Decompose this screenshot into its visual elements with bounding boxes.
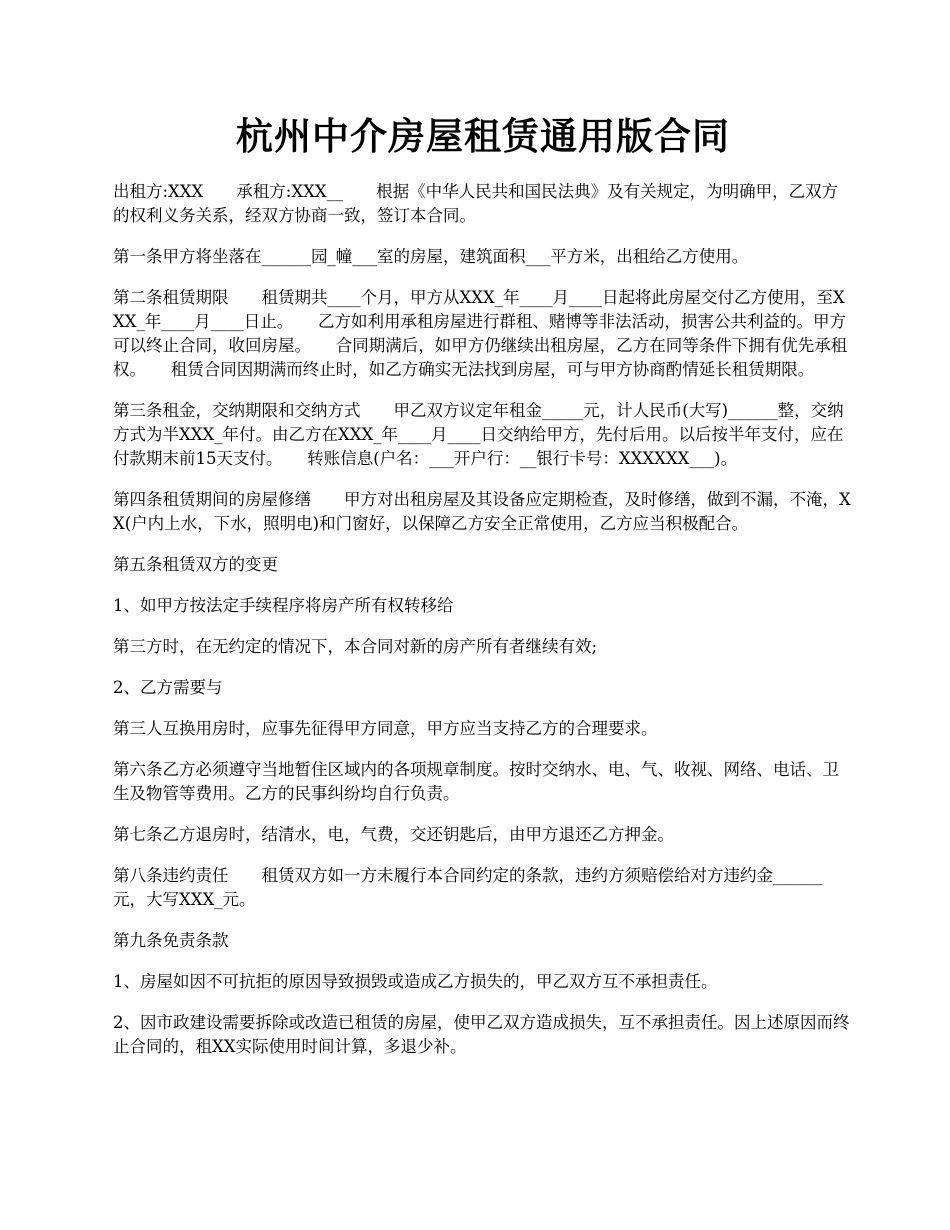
paragraph-article-9-item-2: 2、因市政建设需要拆除或改造已租赁的房屋，使甲乙双方造成损失，互不承担责任。因上述原因而终止合同的，租XX实际使用时间计算，多退少补。: [113, 1013, 850, 1056]
paragraph-parties: 出租方:XXX 承租方:XXX__ 根据《中华人民共和国民法典》及有关规定，为明确甲，乙双方的权利义务关系，经双方协商一致，签订本合同。: [113, 182, 839, 225]
paragraph-article-7: 第七条乙方退房时，结清水，电，气费，交还钥匙后，由甲方退还乙方押金。: [113, 825, 674, 844]
paragraph-article-5-heading: 第五条租赁双方的变更: [113, 555, 278, 574]
document-page: [113, 106, 853, 1076]
paragraph-article-4: 第四条租赁期间的房屋修缮 甲方对出租房屋及其设备应定期检查，及时修缮，做到不漏，不淹，XX(户内上水，下水，照明电)和门窗好，以保障乙方安全正常使用，乙方应当积极配合。: [113, 490, 851, 533]
paragraph-article-8: 第八条违约责任 租赁双方如一方未履行本合同约定的条款，违约方须赔偿给对方违约金______元，大写XXX_元。: [113, 866, 823, 909]
paragraph-article-1: 第一条甲方将坐落在______园_幢___室的房屋，建筑面积___平方米，出租给乙方使用。: [113, 247, 749, 266]
paragraph-article-3: 第三条租金，交纳期限和交纳方式 甲乙双方议定年租金_____元，计人民币(大写)______整，交纳方式为半XXX_年付。由乙方在XXX_年____月____日交纳给甲方，先付后用。以后按半年支付，应在付款期末前15天支付。 转账信息(户名：___开户行：__银行卡号：XXXXXX___)。: [113, 401, 844, 468]
paragraph-article-5-item-1: 1、如甲方按法定手续程序将房产所有权转移给: [113, 596, 454, 615]
paragraph-article-2: 第二条租赁期限 租赁期共____个月，甲方从XXX_年____月____日起将此房屋交付乙方使用，至XXX_年____月____日止。 乙方如利用承租房屋进行群租、赌博等非法活动，损害公共利益的。甲方可以终止合同，收回房屋。 合同期满后，如甲方仍继续出租房屋，乙方在同等条件下拥有优先承租权。 租赁合同因期满而终止时，如乙方确实无法找到房屋，可与甲方协商酌情延长租赁期限。: [113, 288, 848, 379]
document-title: 杭州中介房屋租赁通用版合同: [236, 114, 730, 158]
paragraph-article-5-item-1-cont: 第三方时，在无约定的情况下，本合同对新的房产所有者继续有效;: [113, 637, 598, 656]
paragraph-article-6: 第六条乙方必须遵守当地暂住区域内的各项规章制度。按时交纳水、电、气、收视、网络、电话、卫生及物管等费用。乙方的民事纠纷均自行负责。: [113, 760, 839, 803]
paragraph-article-5-item-2: 2、乙方需要与: [113, 678, 223, 697]
paragraph-article-9-heading: 第九条免责条款: [113, 931, 229, 950]
paragraph-article-5-item-2-cont: 第三人互换用房时，应事先征得甲方同意，甲方应当支持乙方的合理要求。: [113, 719, 658, 738]
paragraph-article-9-item-1: 1、房屋如因不可抗拒的原因导致损毁或造成乙方损失的，甲乙双方互不承担责任。: [113, 972, 718, 991]
